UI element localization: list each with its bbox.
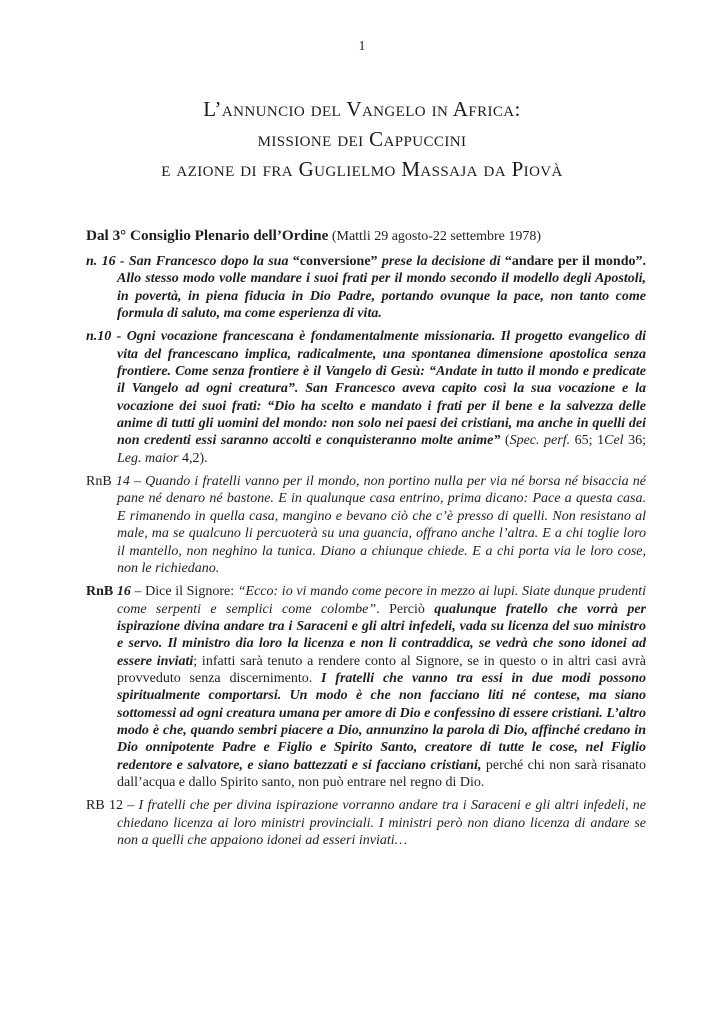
text-segment: 14 – Quando i fratelli vanno per il mondo, non portino nulla per via né borsa né bisaccia né pane né denaro né bastone. E in qualunque casa entrino, prima dicano: Pace a questa casa. E rimanendo in quella casa, mangino e bevano ciò che c’è presso di quelli. Non resistano al male, ma se qualcuno li percuoterà su una guancia, offrano anche l’altra. E a chi toglie loro il mantello, non neghino la tunica. Diano a chiunque chiede. E a chi porta via le loro cose, non le richiedano. [115,474,646,576]
text-segment: Allo stesso modo volle mandare i suoi frati per il mondo secondo il modello degli Apostoli, in povertà, in piena fiducia in Dio Padre, portando ovunque la pace, non tanto come formula di saluto, ma come esperienza di vita. [117,271,646,322]
title-line-2: missione dei Cappuccini [257,127,467,151]
text-segment: perché chi non sarà risanato dall’acqua e dallo Spirito santo, non può entrare nel regno di Dio. [117,757,647,790]
text-segment: ; infatti sarà tenuto a rendere conto al Signore, se in questo o in altri casi avrà provveduto senza discernimento. [117,653,646,686]
text-segment: – Dice il Signore: [130,584,238,600]
text-segment: “Ecco: io vi mando come pecore in mezzo ai lupi. Siate dunque prudenti come serpenti e semplici come colombe” [117,584,646,617]
text-segment: “andare per il mondo”. [504,254,646,269]
text-segment: RB 12 – [86,798,139,814]
text-segment: RnB [86,584,117,600]
text-segment: Leg. maior [117,450,179,466]
title-line-3: e azione di fra Guglielmo Massaja da Piovà [161,157,563,181]
text-segment: qualunque fratello che vorrà per ispirazione divina andare tra i Saraceni e gli altri infedeli, vada su licenza del suo ministro e servo. Il ministro dia loro la licenza e non li contraddica, se vedrà che sono idonei ad essere inviati [117,601,647,669]
paragraph [86,253,646,322]
text-segment: 65; 1 [570,433,605,449]
section-heading-title: Dal 3° Consiglio Plenario dell’Ordine [86,227,329,244]
section-heading [86,227,646,246]
text-segment: . Perciò [376,601,435,617]
text-segment: 4,2). [178,450,208,466]
text-segment: I fratelli che per divina ispirazione vorranno andare tra i Saraceni e gli altri infedeli, ne chiedano licenza ai loro ministri provinciali. I ministri però non diano licenza di andare se non a quelli che appaiono idonei ad esseri inviati… [117,798,646,848]
page-number: 1 [358,38,366,53]
paragraph [86,797,646,849]
text-segment: I fratelli che vanno tra essi in due modi possono spiritualmente comportarsi. Un modo è che non facciano liti né contese, ma siano sottomessi ad ogni creatura umana per amore di Dio e confessino di essere cristiani. L’altro modo è che, quando sembri piacere a Dio, annunzino la parola di Dio, affinché credano in Dio onnipotente Padre e Figlio e Spirito Santo, creatore di tutte le cose, nel Figlio redentore e salvatore, e siano battezzati e si facciano cristiani, [117,670,646,773]
paragraphs-container [86,253,646,849]
text-segment: prese la decisione di [377,254,505,269]
title-line-1: L’annuncio del Vangelo in Africa: [203,97,521,121]
text-segment: n.10 - Ogni vocazione francescana è fondamentalmente missionaria. Il progetto evangelico di vita del francescano implica, radicalmente, una spontanea dimensione apostolica senza frontiere. Come senza frontiere è il Vangelo di Gesù: “Andate in tutto il mondo e predicate il Vangelo ad ogni creatura”. San Francesco aveva capito così la sua vocazione e la vocazione dei suoi frati: “Dio ha scelto e mandato i frati per il bene e la salvezza delle anime di tutti gli uomini del mondo: non solo nei paesi dei cristiani, ma anche in quelli dei non credenti essi saranno accolti e conquisteranno molte anime” [86,329,646,449]
paragraph [86,473,646,577]
text-segment: “conversione” [292,254,378,269]
text-segment: 36; [623,433,647,449]
paragraph [86,328,646,467]
text-segment: RnB [86,474,116,490]
document-title [40,94,684,184]
section-heading-reference: (Mattli 29 agosto-22 settembre 1978) [328,229,542,244]
text-segment: ( [504,433,510,449]
text-segment: Spec. perf. [509,433,571,449]
text-segment: 16 [116,584,131,600]
text-segment: Cel [604,433,624,449]
paragraph [86,583,646,791]
document-body [86,227,646,855]
text-segment: n. 16 - San Francesco dopo la sua [86,254,293,269]
